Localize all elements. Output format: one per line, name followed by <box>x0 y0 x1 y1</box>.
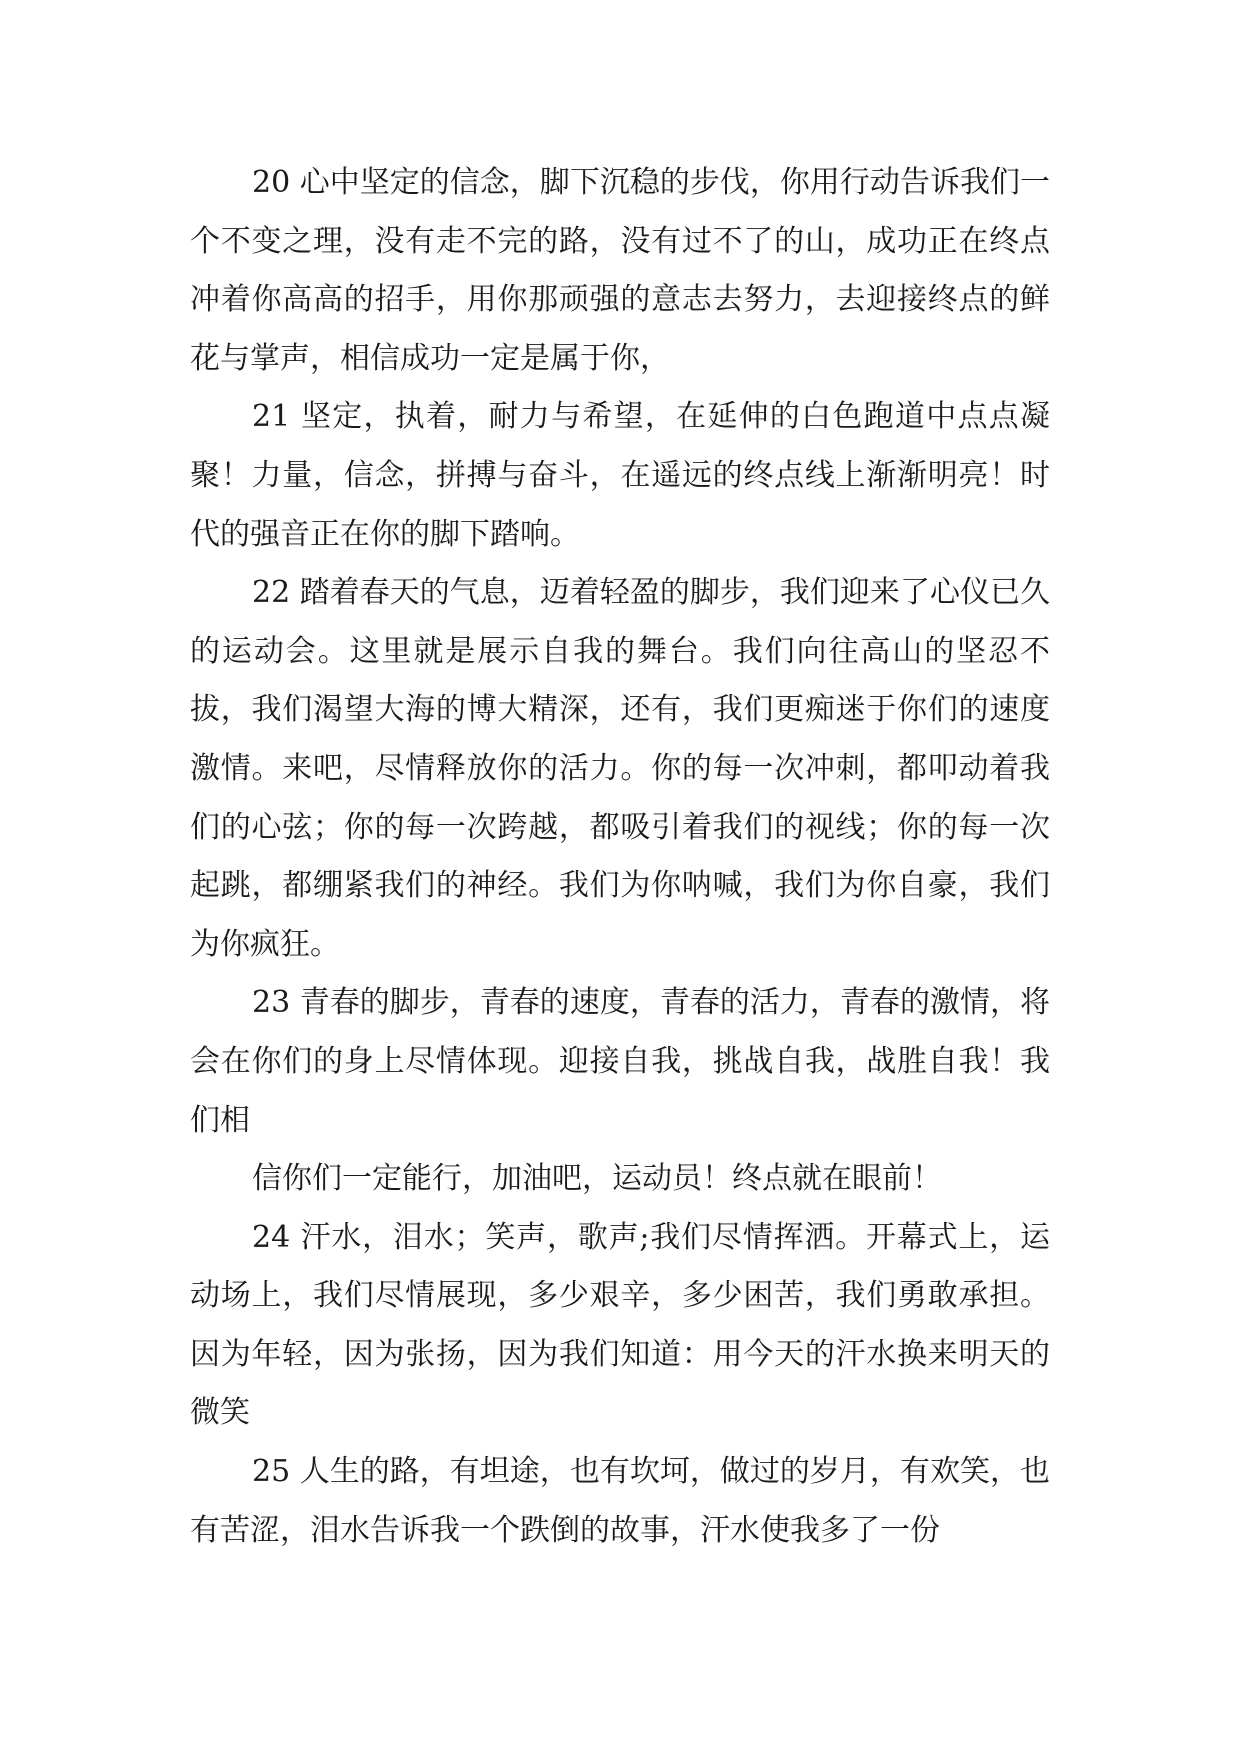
paragraph-21: 21 坚定，执着，耐力与希望，在延伸的白色跑道中点点凝聚！力量，信念，拼搏与奋斗，在遥远的终点线上渐渐明亮！时代的强音正在你的脚下踏响。 <box>190 399 1050 552</box>
paragraph-22: 22 踏着春天的气息，迈着轻盈的脚步，我们迎来了心仪已久的运动会。这里就是展示自我的舞台。我们向往高山的坚忍不拔，我们渴望大海的博大精深，还有，我们更痴迷于你们的速度激情。来吧，尽情释放你的活力。你的每一次冲刺，都叩动着我们的心弦；你的每一次跨越，都吸引着我们的视线；你的每一次起跳，都绷紧我们的神经。我们为你呐喊，我们为你自豪，我们为你疯狂。 <box>190 575 1050 962</box>
paragraph-20: 20 心中坚定的信念，脚下沉稳的步伐，你用行动告诉我们一个不变之理，没有走不完的路，没有过不了的山，成功正在终点冲着你高高的招手，用你那顽强的意志去努力，去迎接终点的鲜花与掌声，相信成功一定是属于你， <box>190 165 1050 376</box>
paragraph-23: 23 青春的脚步，青春的速度，青春的活力，青春的激情，将会在你们的身上尽情体现。迎接自我，挑战自我，战胜自我！我们相 <box>190 985 1050 1138</box>
paragraph-24: 24 汗水，泪水；笑声，歌声;我们尽情挥洒。开幕式上，运动场上，我们尽情展现，多少艰辛，多少困苦，我们勇敢承担。因为年轻，因为张扬，因为我们知道：用今天的汗水换来明天的微笑 <box>190 1219 1050 1431</box>
paragraph-23-continued: 信你们一定能行，加油吧，运动员！终点就在眼前！ <box>252 1161 942 1197</box>
paragraph-25: 25 人生的路，有坦途，也有坎坷，做过的岁月，有欢笑，也有苦涩，泪水告诉我一个跌倒的故事，汗水使我多了一份 <box>190 1454 1050 1548</box>
document-body <box>190 154 1050 1560</box>
